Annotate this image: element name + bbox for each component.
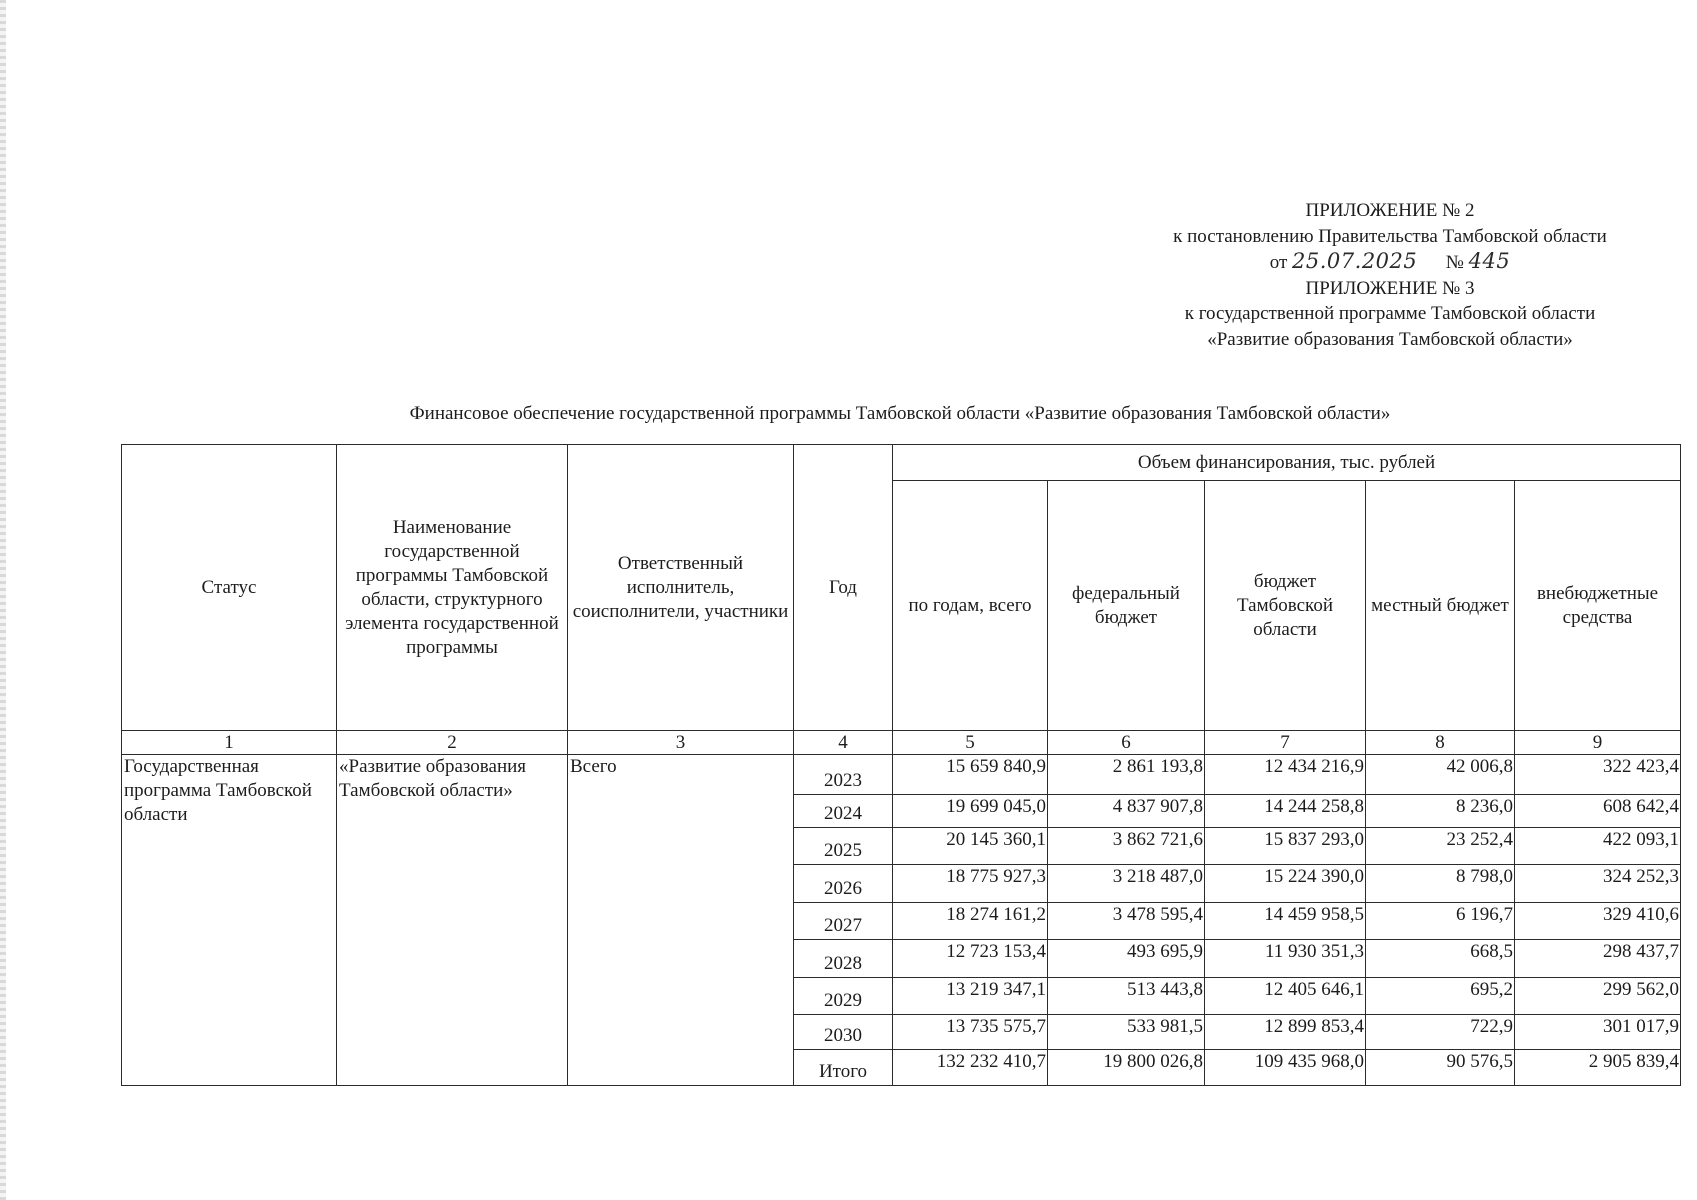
federal-cell: 19 800 026,8 — [1048, 1050, 1205, 1086]
federal-cell: 3 478 595,4 — [1048, 903, 1205, 940]
header-status: Статус — [122, 445, 337, 731]
scan-edge-artifact — [0, 0, 6, 1200]
local-cell: 8 798,0 — [1366, 865, 1515, 903]
resolution-date-line — [1100, 249, 1680, 276]
regional-cell: 15 224 390,0 — [1205, 865, 1366, 903]
local-cell: 90 576,5 — [1366, 1050, 1515, 1086]
column-number: 5 — [893, 731, 1048, 755]
year-cell: 2023 — [794, 755, 893, 795]
handwritten-date: 25.07.2025 — [1292, 249, 1418, 273]
appendix-3-label: ПРИЛОЖЕНИЕ № 3 — [1305, 277, 1475, 299]
program-name-cell: «Развитие образования Тамбовской области» — [337, 755, 568, 1086]
extra-cell: 299 562,0 — [1515, 978, 1681, 1015]
column-number: 2 — [337, 731, 568, 755]
local-cell: 722,9 — [1366, 1015, 1515, 1050]
federal-cell: 3 218 487,0 — [1048, 865, 1205, 903]
header-total: по годам, всего — [893, 481, 1048, 731]
appendix-2-label: ПРИЛОЖЕНИЕ № 2 — [1305, 200, 1475, 221]
extra-cell: 322 423,4 — [1515, 755, 1681, 795]
header-local: местный бюджет — [1366, 481, 1515, 731]
federal-cell: 3 862 721,6 — [1048, 828, 1205, 865]
total-cell: 13 735 575,7 — [893, 1015, 1048, 1050]
year-cell: 2026 — [794, 865, 893, 903]
local-cell: 42 006,8 — [1366, 755, 1515, 795]
appendix-header — [1100, 198, 1680, 352]
executor-cell: Всего — [568, 755, 794, 1086]
date-prefix: от — [1269, 252, 1288, 273]
federal-cell: 533 981,5 — [1048, 1015, 1205, 1050]
local-cell: 23 252,4 — [1366, 828, 1515, 865]
local-cell: 8 236,0 — [1366, 795, 1515, 828]
year-cell: 2030 — [794, 1015, 893, 1050]
regional-cell: 12 899 853,4 — [1205, 1015, 1366, 1050]
year-cell: 2029 — [794, 978, 893, 1015]
total-cell: 132 232 410,7 — [893, 1050, 1048, 1086]
year-cell: 2027 — [794, 903, 893, 940]
total-cell: 15 659 840,9 — [893, 755, 1048, 795]
local-cell: 6 196,7 — [1366, 903, 1515, 940]
column-number: 8 — [1366, 731, 1515, 755]
local-cell: 668,5 — [1366, 940, 1515, 978]
federal-cell: 493 695,9 — [1048, 940, 1205, 978]
total-cell: 18 274 161,2 — [893, 903, 1048, 940]
document-title: Финансовое обеспечение государственной программы Тамбовской области «Развитие образования Тамбовской области» — [409, 403, 1391, 424]
total-cell: 18 775 927,3 — [893, 865, 1048, 903]
status-cell: Государственная программа Тамбовской области — [122, 755, 337, 1086]
regional-cell: 14 459 958,5 — [1205, 903, 1366, 940]
year-cell: 2025 — [794, 828, 893, 865]
extra-cell: 329 410,6 — [1515, 903, 1681, 940]
regional-cell: 109 435 968,0 — [1205, 1050, 1366, 1086]
column-number: 6 — [1048, 731, 1205, 755]
column-number: 9 — [1515, 731, 1681, 755]
local-cell: 695,2 — [1366, 978, 1515, 1015]
federal-cell: 2 861 193,8 — [1048, 755, 1205, 795]
program-name: «Развитие образования Тамбовской области» — [1207, 328, 1573, 350]
header-name: Наименование государственной программы Тамбовской области, структурного элемента государственной программы — [337, 445, 568, 731]
table-row — [122, 755, 1681, 795]
extra-cell: 298 437,7 — [1515, 940, 1681, 978]
total-cell: 12 723 153,4 — [893, 940, 1048, 978]
column-number-row — [122, 731, 1681, 755]
regional-cell: 14 244 258,8 — [1205, 795, 1366, 828]
column-number: 4 — [794, 731, 893, 755]
extra-cell: 2 905 839,4 — [1515, 1050, 1681, 1086]
column-number: 1 — [122, 731, 337, 755]
header-extra: внебюджетные средства — [1515, 481, 1681, 731]
extra-cell: 324 252,3 — [1515, 865, 1681, 903]
federal-cell: 4 837 907,8 — [1048, 795, 1205, 828]
regional-cell: 12 434 216,9 — [1205, 755, 1366, 795]
total-cell: 13 219 347,1 — [893, 978, 1048, 1015]
federal-cell: 513 443,8 — [1048, 978, 1205, 1015]
regional-cell: 11 930 351,3 — [1205, 940, 1366, 978]
header-row-1 — [122, 445, 1681, 481]
header-executor: Ответственный исполнитель, соисполнители, участники — [568, 445, 794, 731]
year-cell: 2024 — [794, 795, 893, 828]
header-regional: бюджет Тамбовской области — [1205, 481, 1366, 731]
year-cell: Итого — [794, 1050, 893, 1086]
header-funding-group: Объем финансирования, тыс. рублей — [893, 445, 1681, 481]
program-reference: к государственной программе Тамбовской области — [1184, 303, 1596, 324]
resolution-reference: к постановлению Правительства Тамбовской области — [1173, 225, 1607, 247]
column-number: 3 — [568, 731, 794, 755]
year-cell: 2028 — [794, 940, 893, 978]
total-cell: 19 699 045,0 — [893, 795, 1048, 828]
total-cell: 20 145 360,1 — [893, 828, 1048, 865]
extra-cell: 422 093,1 — [1515, 828, 1681, 865]
handwritten-number: 445 — [1468, 249, 1511, 273]
header-year: Год — [794, 445, 893, 731]
extra-cell: 608 642,4 — [1515, 795, 1681, 828]
extra-cell: 301 017,9 — [1515, 1015, 1681, 1050]
financing-table — [121, 444, 1681, 1086]
header-federal: федеральный бюджет — [1048, 481, 1205, 731]
column-number: 7 — [1205, 731, 1366, 755]
regional-cell: 12 405 646,1 — [1205, 978, 1366, 1015]
number-sign: № — [1445, 252, 1464, 273]
regional-cell: 15 837 293,0 — [1205, 828, 1366, 865]
